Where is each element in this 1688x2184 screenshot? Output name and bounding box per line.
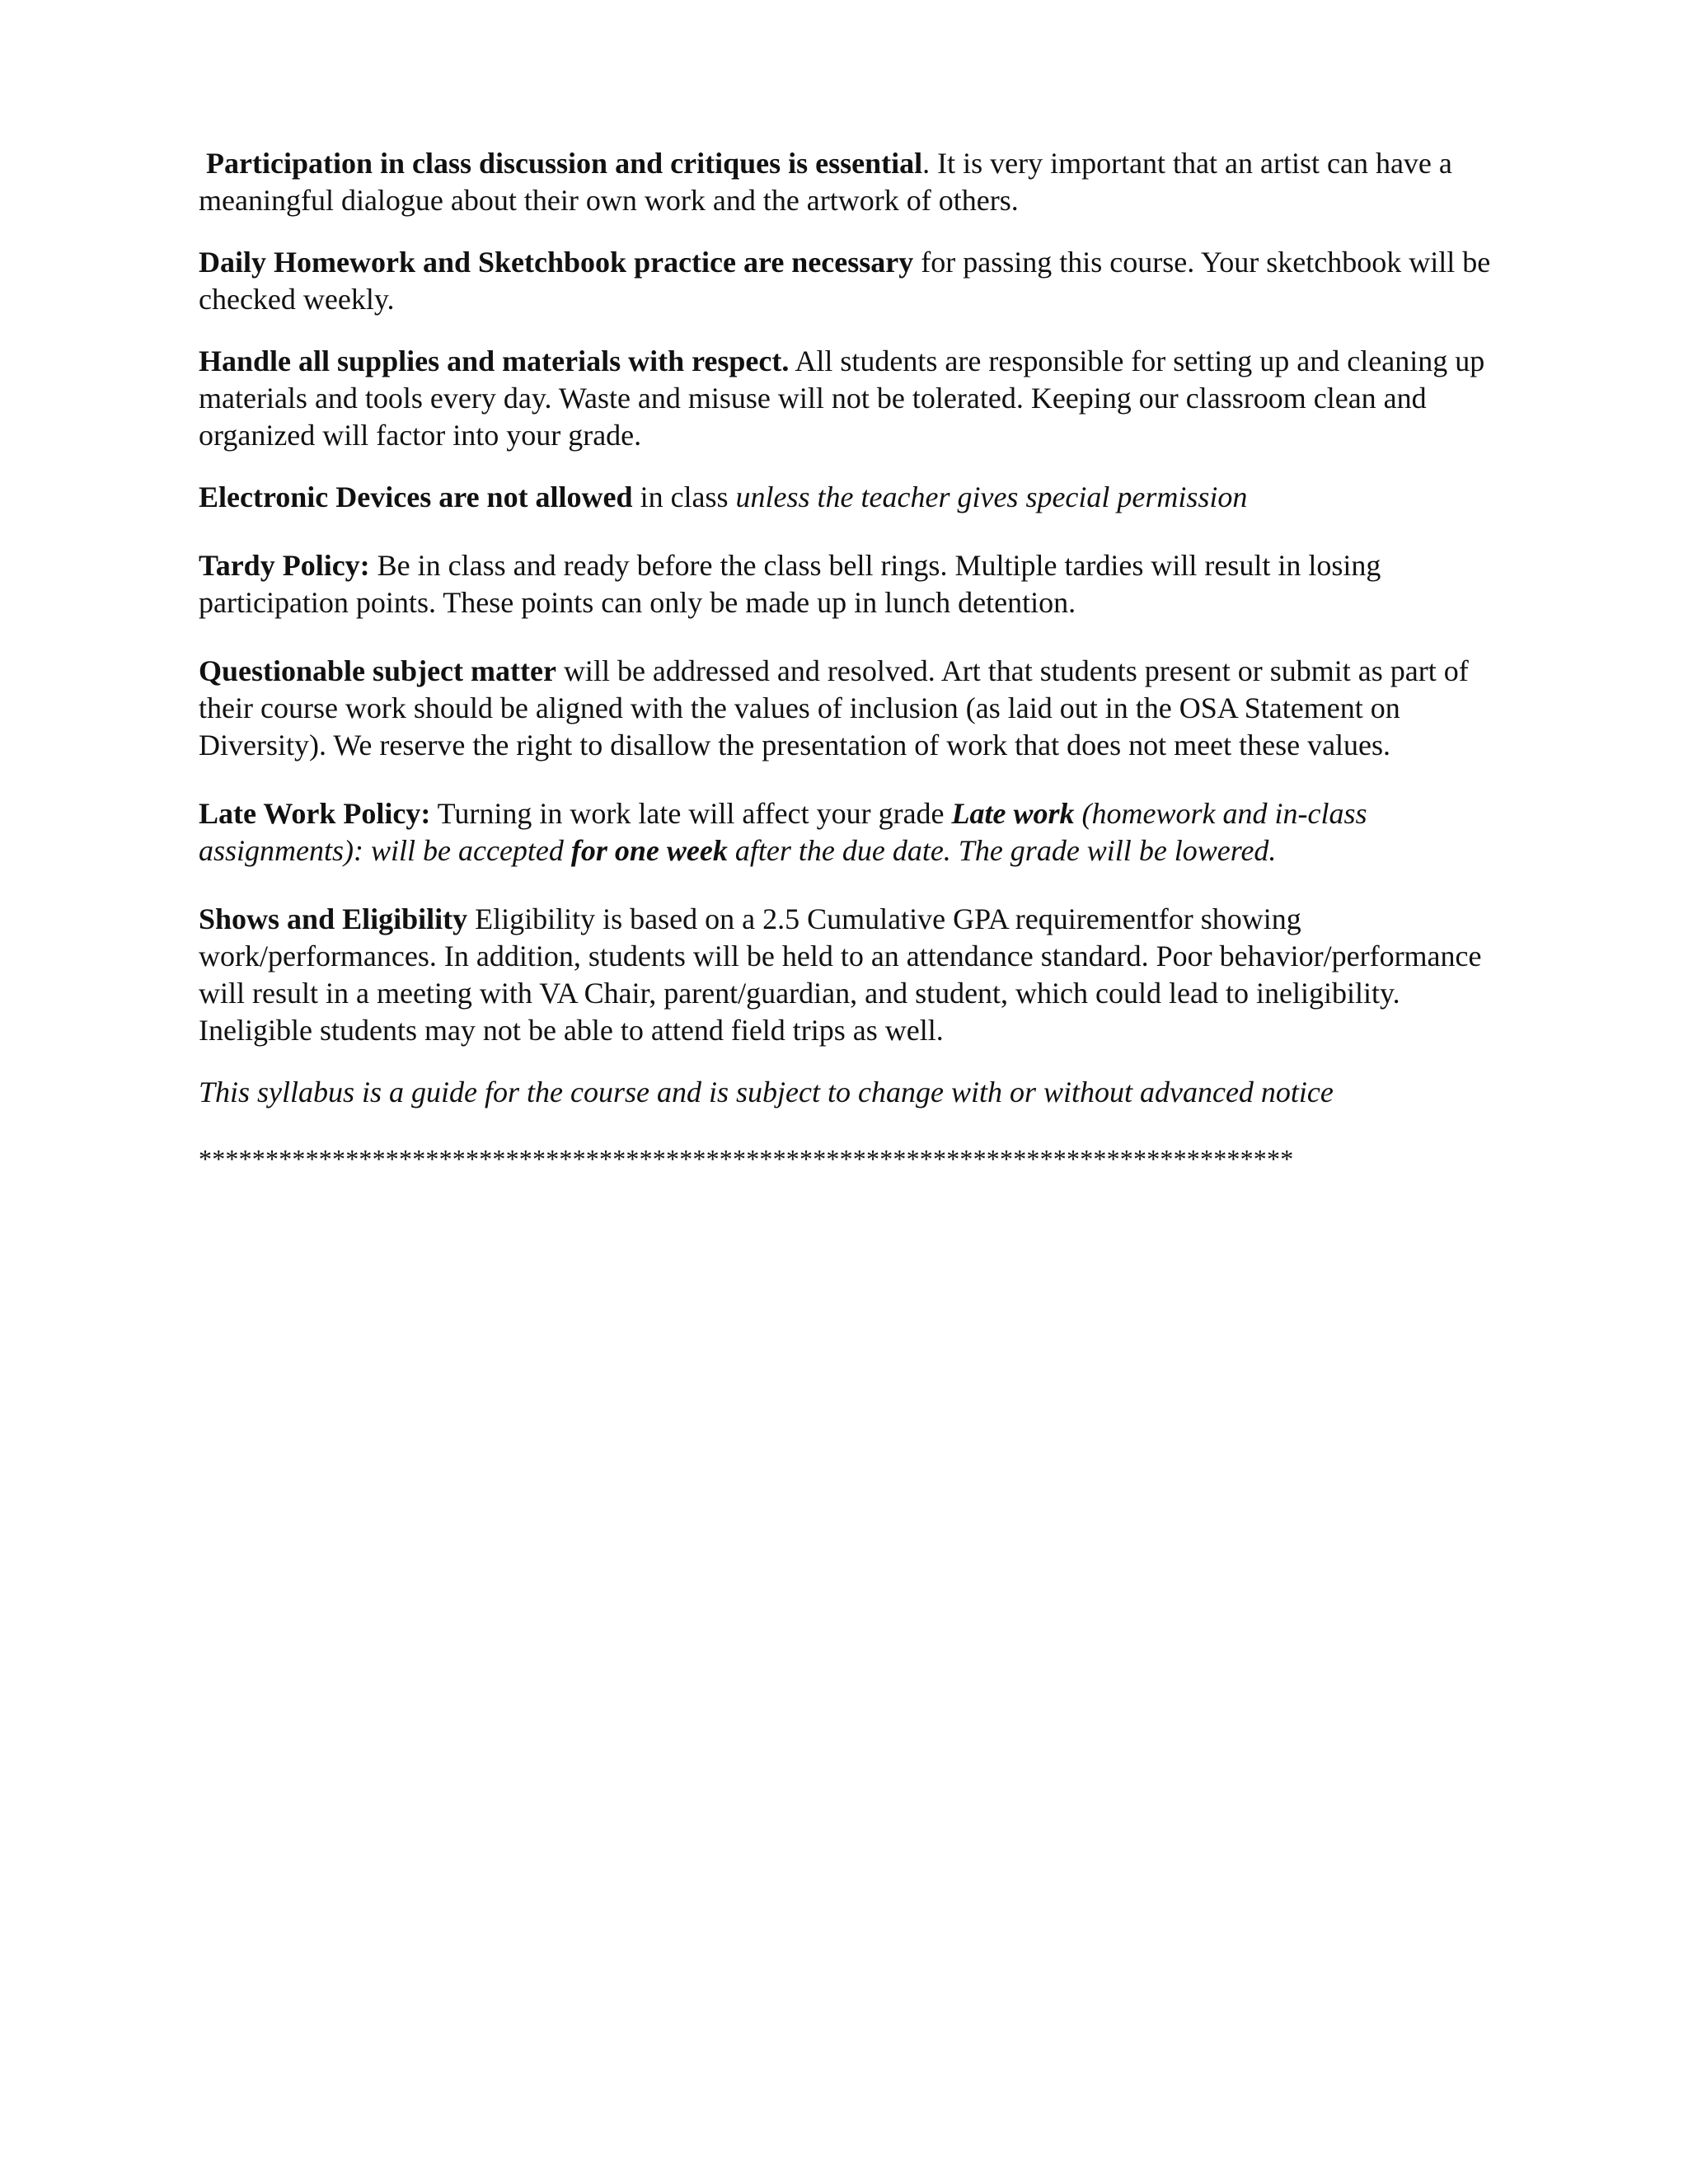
subject-text: will be addressed and resolved. Art that students present or submit as part of their course work should be aligned with the values of inclusion (as laid out in the OSA Statement on Diversity). We reserve the right to disallow the presentation of work that does not meet these values.	[199, 654, 1469, 762]
devices-heading: Electronic Devices are not allowed	[199, 480, 633, 513]
tardy-heading: Tardy Policy:	[199, 549, 370, 582]
late-work-text: Turning in work late will affect your grade	[430, 797, 952, 830]
shows-heading: Shows and Eligibility	[199, 902, 468, 935]
late-work-heading: Late Work Policy:	[199, 797, 431, 830]
late-work-emphasis-2: for one week	[570, 834, 728, 867]
participation-text: . It is very important that an artist can have a meaningful dialogue about their own work and the artwork of others.	[199, 147, 1452, 217]
devices-paragraph	[199, 479, 1493, 516]
disclaimer-paragraph	[199, 1074, 1493, 1111]
subject-paragraph	[199, 653, 1493, 764]
homework-paragraph	[199, 244, 1493, 318]
participation-heading: Participation in class discussion and critiques is essential	[206, 147, 923, 180]
late-work-paragraph	[199, 795, 1493, 869]
devices-italic-note: unless the teacher gives special permission	[735, 480, 1248, 513]
tardy-text: Be in class and ready before the class bell rings. Multiple tardies will result in losing participation points. These points can only be made up in lunch detention.	[199, 549, 1381, 619]
homework-heading: Daily Homework and Sketchbook practice are necessary	[199, 246, 914, 279]
supplies-text: All students are responsible for setting up and cleaning up materials and tools every day. Waste and misuse will not be tolerated. Keeping our classroom clean and organized will factor into your grade.	[199, 344, 1485, 452]
late-work-emphasis-1: Late work	[951, 797, 1075, 830]
tardy-paragraph	[199, 547, 1493, 621]
disclaimer-text: This syllabus is a guide for the course and is subject to change with or without advanced notice	[199, 1076, 1334, 1108]
late-work-italic-1: (homework and in-class assignments): will be accepted	[199, 797, 1367, 867]
devices-text: in class	[632, 480, 736, 513]
asterisk-separator: **********************************************************************************	[199, 1144, 1294, 1174]
shows-paragraph	[199, 901, 1493, 1049]
late-work-italic-2: after the due date. The grade will be lowered.	[727, 834, 1277, 867]
participation-paragraph	[199, 145, 1493, 219]
supplies-heading: Handle all supplies and materials with respect.	[199, 344, 790, 377]
homework-text: for passing this course. Your sketchbook will be checked weekly.	[199, 246, 1491, 316]
supplies-paragraph	[199, 343, 1493, 454]
subject-heading: Questionable subject matter	[199, 654, 556, 687]
syllabus-policies	[199, 145, 1493, 1178]
shows-text: Eligibility is based on a 2.5 Cumulative GPA requirementfor showing work/performances. In addition, students will be held to an attendance standard. Poor behavior/performance will result in a meeting with VA Chair, parent/guardian, and student, which could lead to ineligibility. Ineligible students may not be able to attend field trips as well.	[199, 902, 1482, 1047]
